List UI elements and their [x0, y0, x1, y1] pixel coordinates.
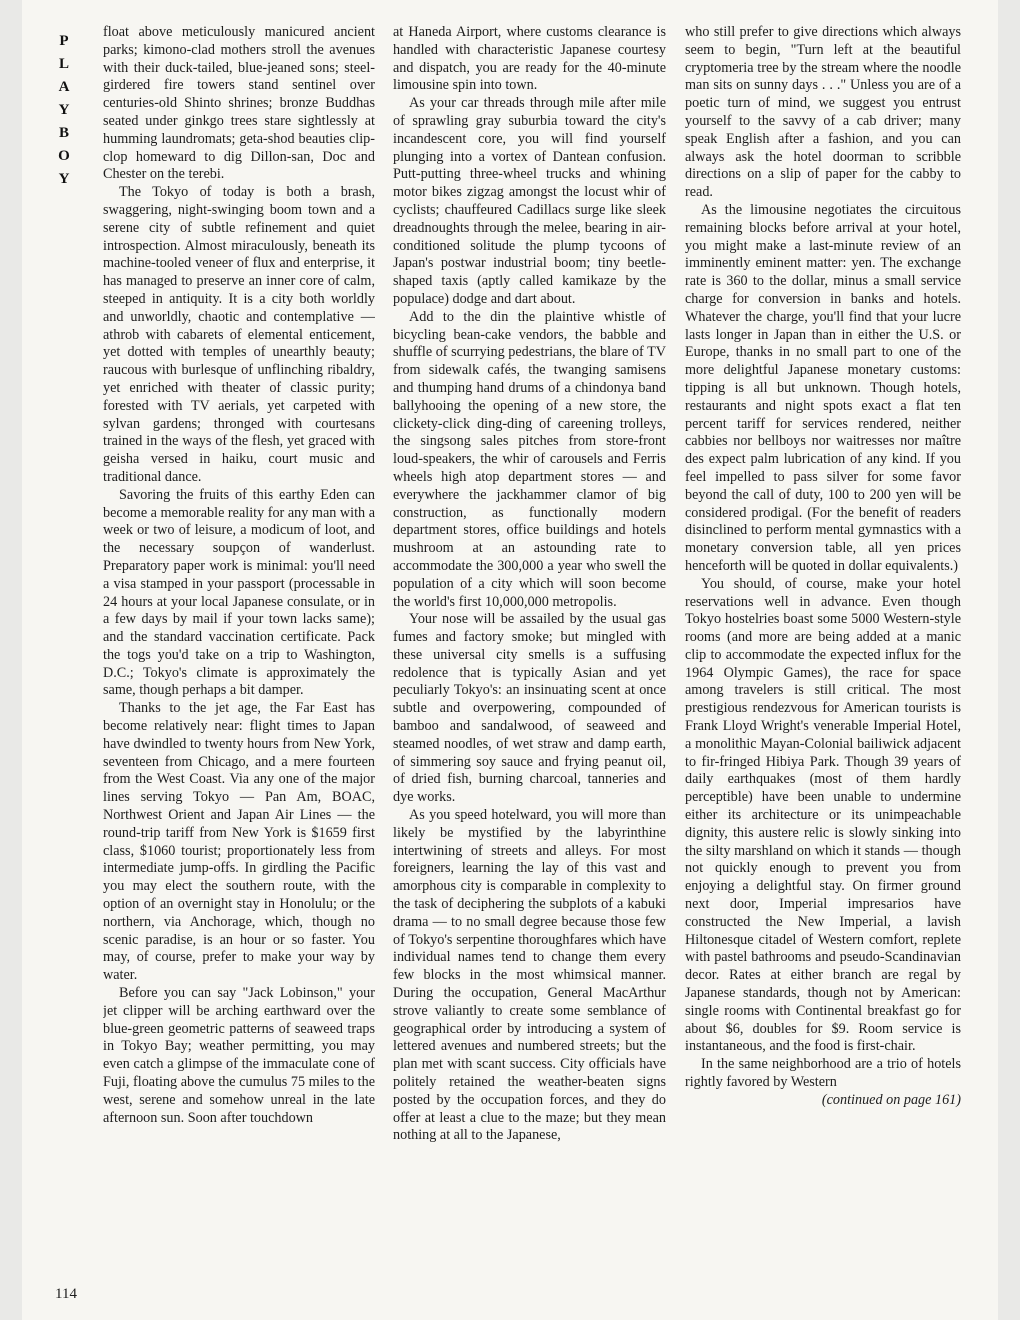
paragraph: at Haneda Airport, where customs clearance is handled with characteristic Japanese courtesy and dispatch, you are ready for the 40-minute limousine spin into town. — [393, 24, 666, 94]
paragraph: Before you can say "Jack Lobinson," your jet clipper will be arching earthward over the blue-green geometric patterns of seaweed traps in Tokyo Bay; weather permitting, you may even catch a glimpse of the immaculate cone of Fuji, floating above the cumulus 75 miles to the west, serene and somehow unreal in the late afternoon sun. Soon after touchdown — [103, 985, 375, 1126]
title-letter: Y — [58, 102, 70, 118]
paragraph: Your nose will be assailed by the usual gas fumes and factory smoke; but mingled with these universal city smells is a suffusing redolence that is typically Asian and yet peculiarly Tokyo's: an insinuating scent at once subtle and overpowering, compounded of bamboo and sandalwood, of seaweed and steamed noodles, of wet straw and damp earth, of simmering soy sauce and frying peanut oil, of dried fish, burning charcoal, tanneries and dye works. — [393, 611, 666, 806]
paragraph: Savoring the fruits of this earthy Eden can become a memorable reality for any man with a week or two of leisure, a modicum of loot, and the necessary soupçon of wanderlust. Preparatory paper work is minimal: you'll need a visa stamped in your passport (processable in 24 hours at your local Japanese consulate, or in a few days by mail if your town lacks same); and the standard vaccination certificate. Pack the togs you'd take on a trip to Washington, D.C.; Tokyo's climate is approximately the same, though perhaps a bit damper. — [103, 486, 375, 699]
paragraph: You should, of course, make your hotel reservations well in advance. Even though Tokyo hostelries boast some 5000 Western-style rooms (and more are being added at a manic clip to accommodate the expected influx for the 1964 Olympic Games), the race for space among travelers is still critical. The most prestigious rendezvous for American tourists is Frank Lloyd Wright's venerable Imperial Hotel, a monolithic Mayan-Colonial bailiwick adjacent to fir-fringed Hibiya Park. Though 39 years of daily earthquakes (most of them hardly perceptible) have been unable to undermine either its architecture or its unimpeachable dignity, this austere relic is slowly sinking into the silty marshland on which it stands — though not quickly enough to prevent you from enjoying a delightful stay. On firmer ground next door, Imperial impresarios have constructed the New Imperial, a lavish Hiltonesque citadel of Western comfort, replete with pastel bathrooms and pseudo-Scandinavian decor. Rates at either branch are regal by Japanese standards, though not by American: single rooms with Continental breakfast go for about $6, doubles for $9. Room service is instantaneous, and the food is first-chair. — [685, 575, 961, 1055]
text-column-3 — [685, 24, 961, 1294]
paragraph: As the limousine negotiates the circuitous remaining blocks before arrival at your hotel, you might make a last-minute review of an imminently eminent matter: yen. The exchange rate is 360 to the dollar, minus a small service charge for conversion in banks and hotels. Whatever the charge, you'll find that your lucre lasts longer in Japan than in either the U.S. or Europe, thanks in no small part to one of the more delightful Japanese monetary customs: tipping is all but unknown. Though hotels, restaurants and night spots exact a flat ten percent tariff for services rendered, neither cabbies nor bellboys nor waitresses nor maître des expect palm lubrication of any kind. If you feel impelled to pass silver for some favor beyond the call of duty, 100 to 200 yen will be considered prodigal. (For the benefit of readers disinclined to perform mental gymnastics with a monetary conversion table, all yen prices henceforth will be quoted in dollar equivalents.) — [685, 201, 961, 574]
magazine-page — [22, 0, 998, 1320]
paragraph: The Tokyo of today is both a brash, swaggering, night-swinging boom town and a serene city of subtle refinement and quiet introspection. Almost miraculously, beneath its machine-tooled veneer of flux and enterprise, it has managed to preserve an inner core of calm, steeped in antiquity. It is a city both worldly and unworldly, chaotic and contemplative — athrob with cabarets of elemental enticement, yet dotted with temples of unearthly beauty; raucous with burlesque of unflinching ribaldry, yet enriched with theater of classic purity; forested with TV aerials, yet carpeted with sylvan gardens; thronged with courtesans trained in the ways of the flesh, yet graced with geisha versed in haiku, court music and traditional dance. — [103, 184, 375, 485]
magazine-name-vertical — [54, 30, 74, 191]
paragraph: Thanks to the jet age, the Far East has become relatively near: flight times to Japan have dwindled to twenty hours from New York, seventeen from Chicago, and a mere fourteen from the West Coast. Via any one of the major lines serving Tokyo — Pan Am, BOAC, Northwest Orient and Japan Air Lines — the round-trip tariff from New York is $1659 first class, $1060 tourist; proportionately less from intermediate jump-offs. In girdling the Pacific you may elect the southern route, with the option of an overnight stay in Honolulu; or the northern, via Anchorage, which, though no scenic paradise, is an hour or so faster. You may, of course, prefer to make your way by water. — [103, 700, 375, 984]
text-column-1 — [103, 24, 375, 1294]
paragraph: As you speed hotelward, you will more than likely be mystified by the labyrinthine intertwining of streets and alleys. For most foreigners, learning the lay of this vast and amorphous city is comparable in complexity to the task of deciphering the subplots of a kabuki drama — to no small degree because those few of Tokyo's serpentine thoroughfares which have individual names tend to change them every few blocks in the most whimsical manner. During the occupation, General MacArthur strove valiantly to create some semblance of geographical order by introducing a system of lettered avenues and numbered streets; but the plan met with scant success. City officials have politely retained the weather-beaten signs posted by the occupation forces, and they do offer at least a clue to the maze; but they mean nothing at all to the Japanese, — [393, 807, 666, 1144]
paragraph: As your car threads through mile after mile of sprawling gray suburbia toward the city's incandescent core, you will find yourself plunging into a vortex of Dantean confusion. Putt-putting three-wheel trucks and whining motor bikes zigzag amongst the locust whir of cyclists; chauffeured Cadillacs surge like sleek dreadnoughts through the melee, bearing in air-conditioned solitude the plump tycoons of Japan's postwar industrial boom; tiny beetle-shaped taxis (aptly called kamikaze by the populace) dodge and dart about. — [393, 95, 666, 307]
title-letter: Y — [58, 171, 70, 187]
paragraph: Add to the din the plaintive whistle of bicycling bean-cake vendors, the babble and shuffle of scurrying pedestrians, the blare of TV from sidewalk cafés, the twanging samisens and thumping hand drums of a chindonya band ballyhooing the opening of a new store, the clickety-click ding-ding of careening trolleys, the singsong sales pitches from store-front loud-speakers, the whir of carousels and Ferris wheels high atop department stores — and everywhere the jackhammer clamor of big construction, as functionally modern department stores, office buildings and hotels mushroom at an astounding rate to accommodate the 300,000 a year who swell the population of a city which will soon become the world's first 10,000,000 metropolis. — [393, 308, 666, 610]
title-letter: O — [58, 148, 70, 164]
continued-note: (continued on page 161) — [821, 1091, 961, 1108]
title-letter: B — [58, 125, 69, 141]
title-letter: P — [59, 33, 69, 49]
title-letter: A — [58, 79, 70, 95]
paragraph: who still prefer to give directions which always seem to begin, "Turn left at the beautiful cryptomeria tree by the stream where the noodle man sits on sunny days . . ." Unless you are of a poetic turn of mind, we suggest you entrust yourself to the savvy of a cab driver; many speak English after a fashion, and you can always ask the hotel doorman to scribble directions on a slip of paper for the cabby to read. — [685, 24, 961, 201]
paragraph: In the same neighborhood are a trio of hotels rightly favored by Western — [685, 1056, 961, 1091]
paragraph: float above meticulously manicured ancient parks; kimono-clad mothers stroll the avenues with their duck-tailed, blue-jeaned sons; steel-girdered fire towers stand sentinel over centuries-old Shinto shrines; bronze Buddhas seated under ginkgo trees stare sightlessly at humming laundromats; geta-shod beauties clip-clop homeward to dig Dillon-san, Doc and Chester on the terebi. — [103, 24, 375, 183]
title-letter: L — [58, 56, 69, 72]
page-number: 114 — [55, 1286, 77, 1302]
text-column-2 — [393, 24, 666, 1294]
